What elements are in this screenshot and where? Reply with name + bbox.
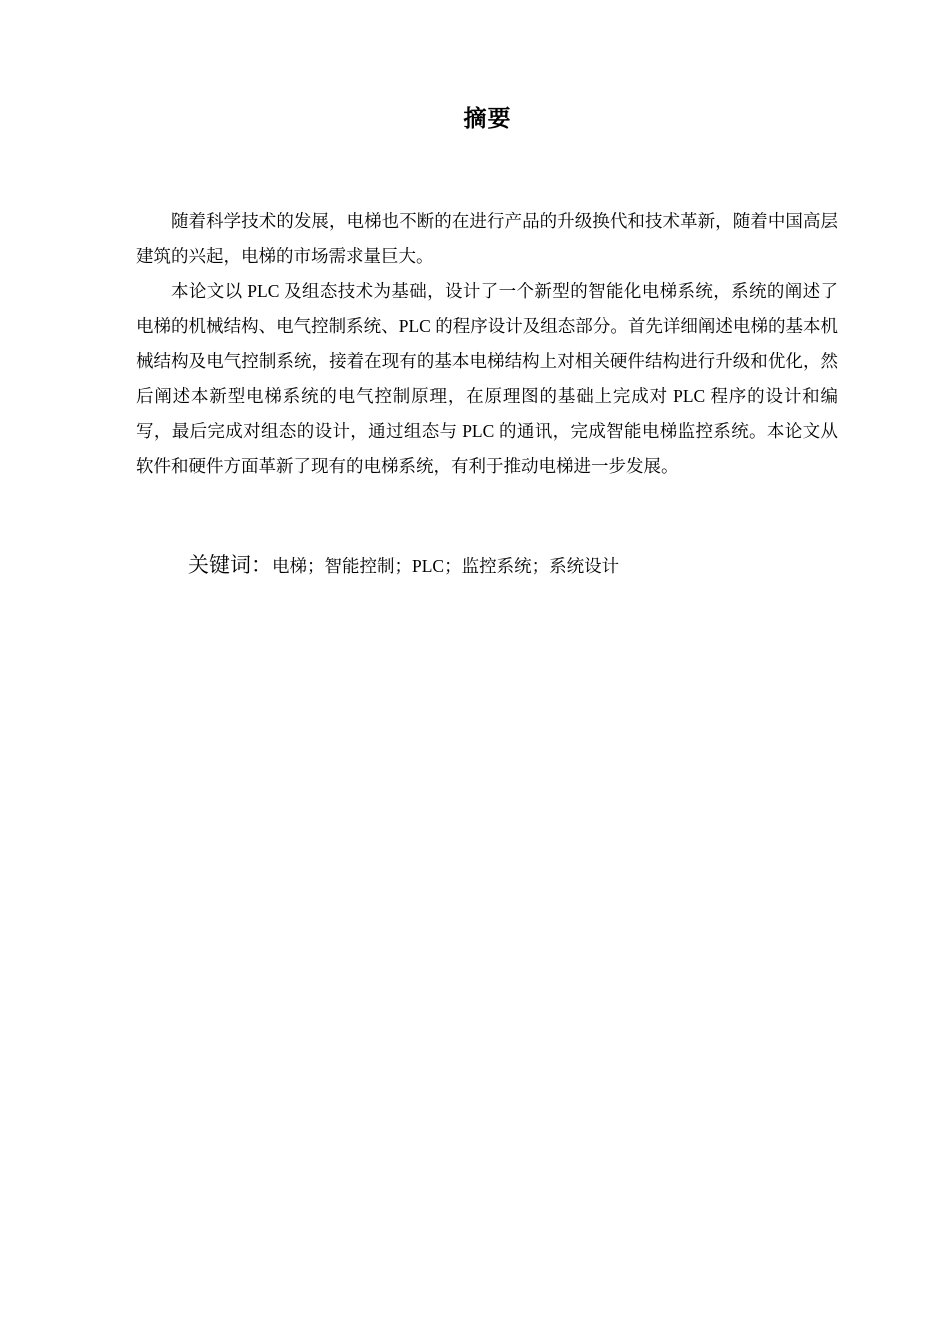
abstract-paragraph-2: 本论文以 PLC 及组态技术为基础，设计了一个新型的智能化电梯系统，系统的阐述了电梯的机械结构、电气控制系统、PLC 的程序设计及组态部分。首先详细阐述电梯的基本机械结构及电气控制系统，接着在现有的基本电梯结构上对相关硬件结构进行升级和优化，然后阐述本新型电梯系统的电气控制原理，在原理图的基础上完成对 PLC 程序的设计和编写，最后完成对组态的设计，通过组态与 PLC 的通讯，完成智能电梯监控系统。本论文从软件和硬件方面革新了现有的电梯系统，有利于推动电梯进一步发展。 [136,281,838,476]
keywords-label: 关键词： [188,553,272,577]
keywords-line [188,547,838,584]
abstract-paragraph-1: 随着科学技术的发展，电梯也不断的在进行产品的升级换代和技术革新，随着中国高层建筑的兴起，电梯的市场需求量巨大。 [136,211,838,266]
keywords-value: 电梯；智能控制；PLC；监控系统；系统设计 [272,556,620,576]
abstract-body [136,204,838,484]
page-title: 摘要 [463,106,512,132]
